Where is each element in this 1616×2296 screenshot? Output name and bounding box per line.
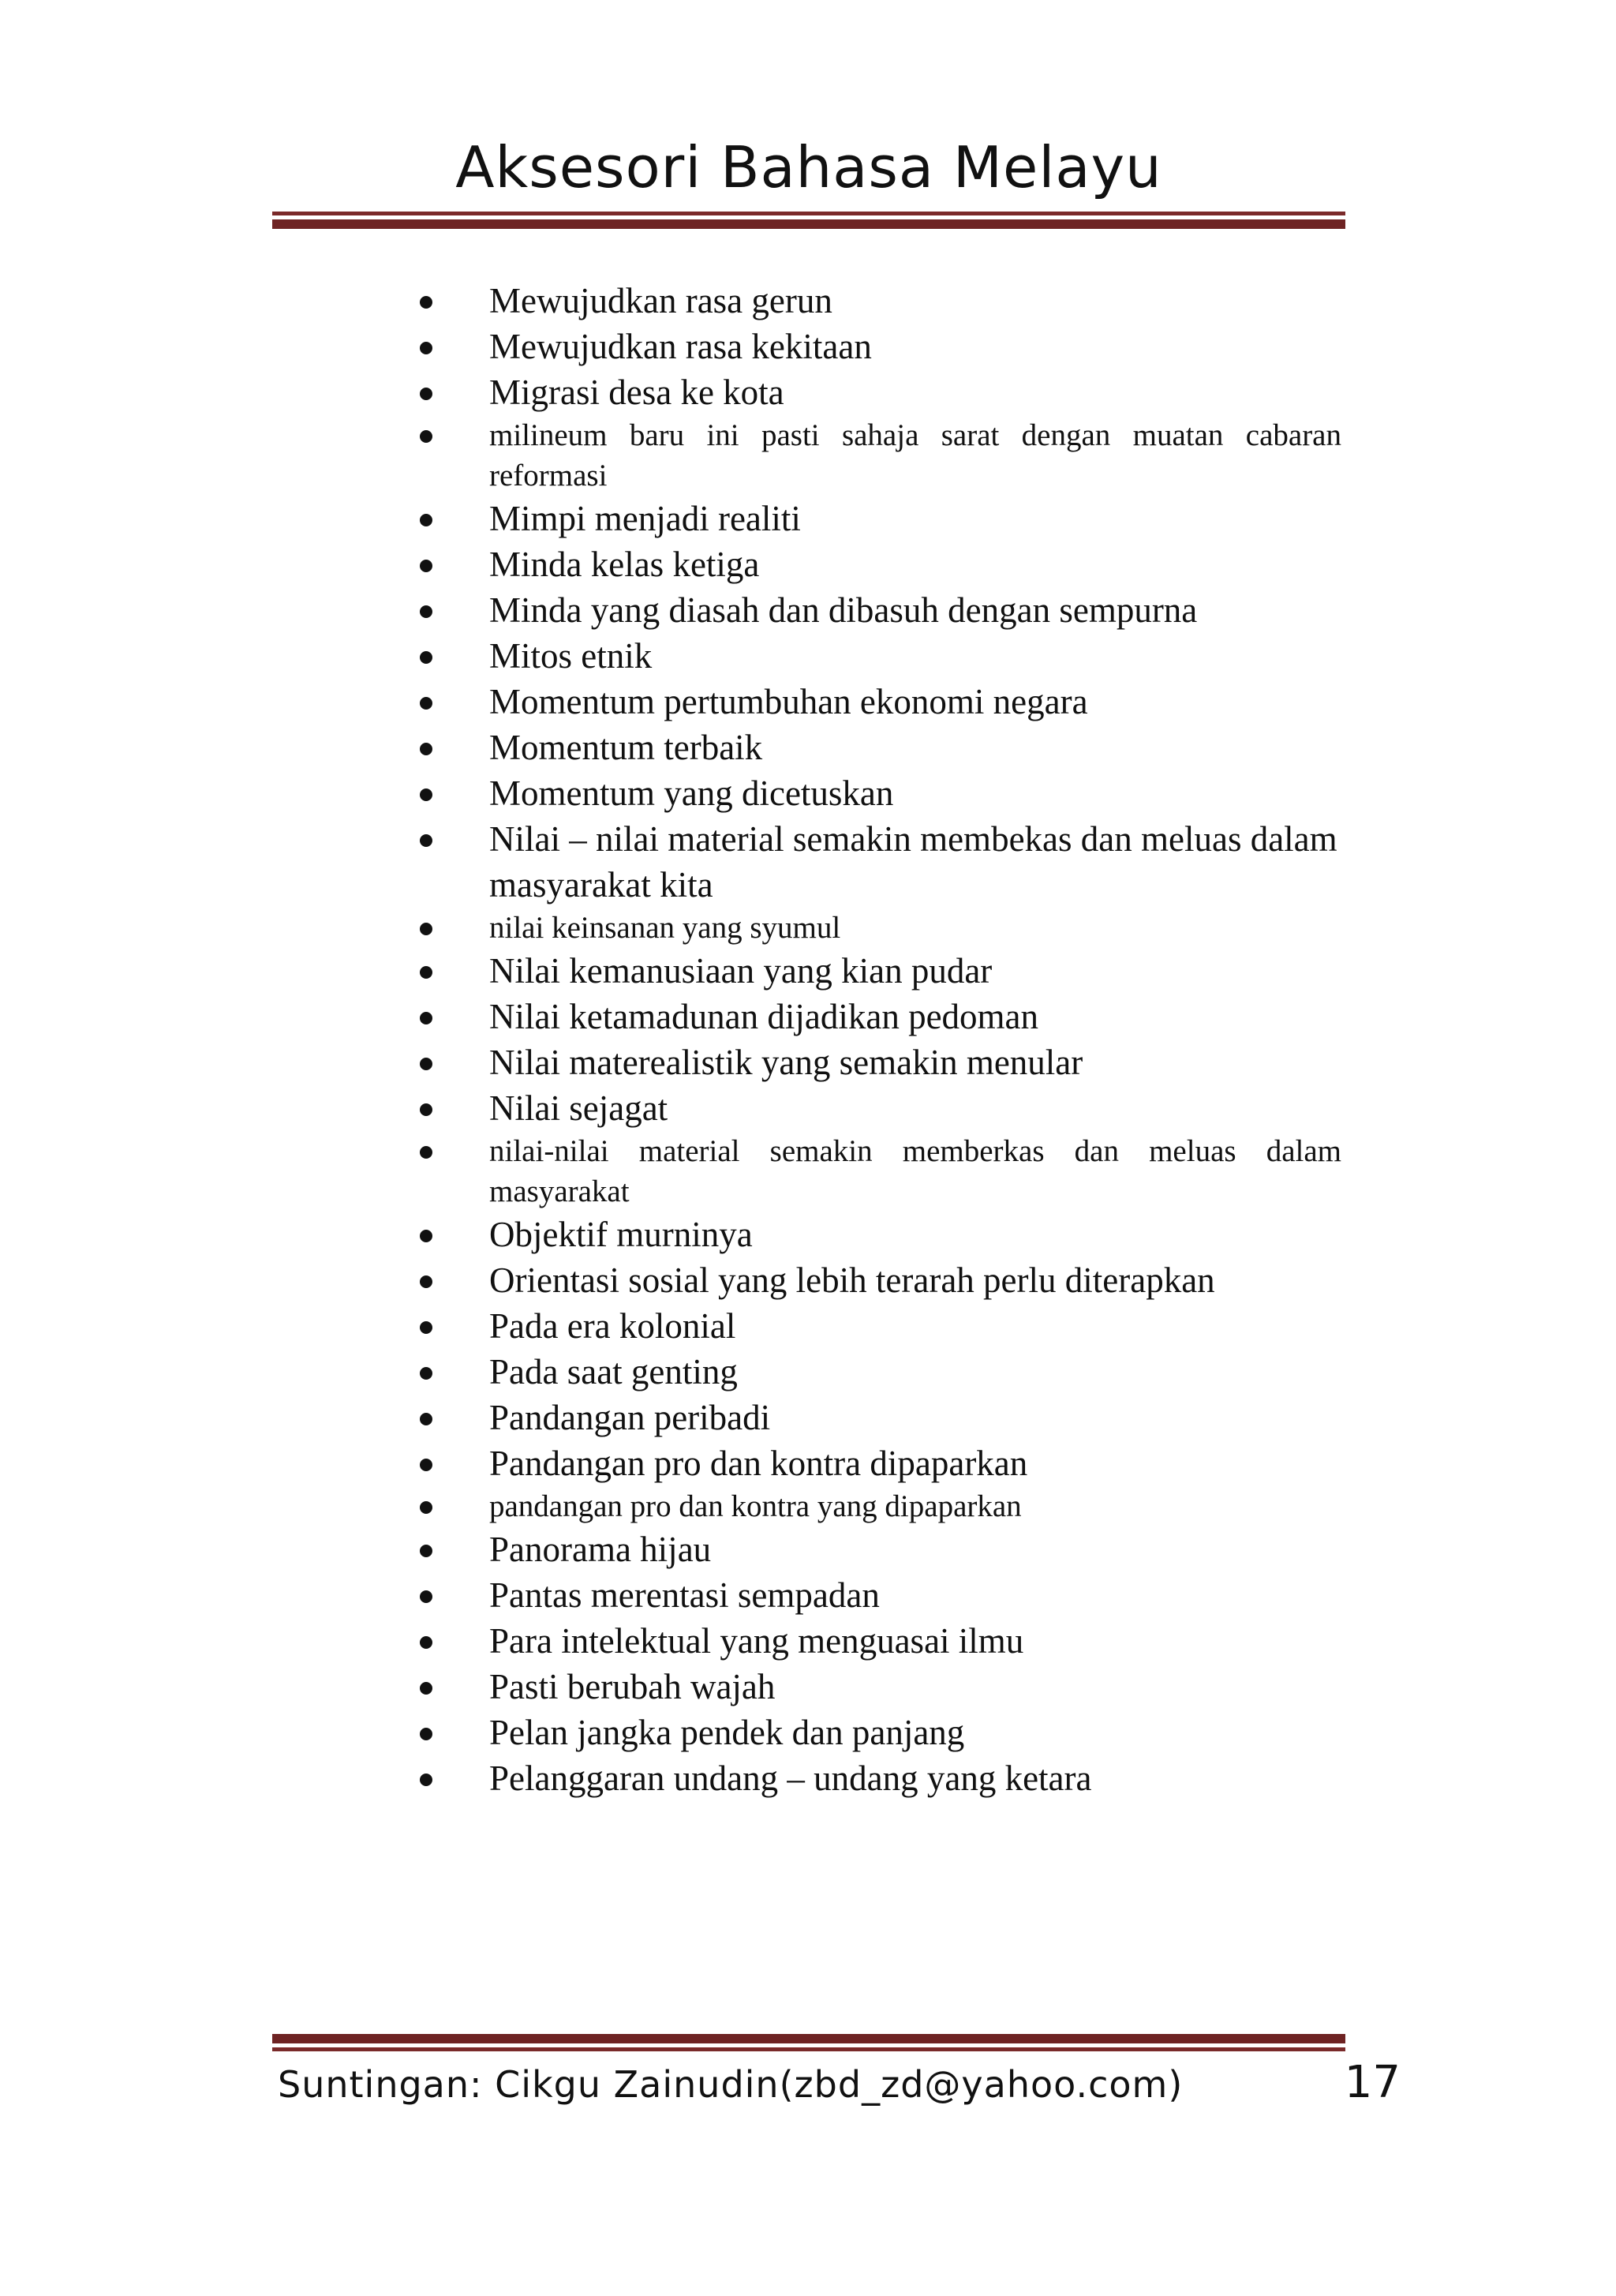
list-item: [410, 1303, 1341, 1349]
bullet-icon: [420, 388, 432, 400]
bullet-icon: [420, 1682, 432, 1695]
list-item-text: Mitos etnik: [489, 636, 653, 676]
bullet-icon: [420, 1545, 432, 1557]
list-item-text: Para intelektual yang menguasai ilmu: [489, 1621, 1024, 1661]
list-item-text: Nilai ketamadunan dijadikan pedoman: [489, 997, 1039, 1036]
list-item: [410, 1710, 1341, 1755]
list-item: [410, 770, 1341, 816]
list-item: [410, 1131, 1341, 1212]
bullet-icon: [420, 1636, 432, 1649]
bullet-icon: [420, 966, 432, 979]
list-item-text: pandangan pro dan kontra yang dipaparkan: [489, 1489, 1022, 1523]
footer-credit: Suntingan: Cikgu Zainudin(zbd_zd@yahoo.com): [278, 2063, 1184, 2106]
list-item-text: Pada era kolonial: [489, 1306, 736, 1346]
list-item: [410, 1039, 1341, 1085]
list-item-text: Mewujudkan rasa kekitaan: [489, 327, 872, 366]
list-item-text: Panorama hijau: [489, 1530, 712, 1569]
list-item: [410, 278, 1341, 324]
list-item-text: Migrasi desa ke kota: [489, 373, 784, 412]
list-item-text: nilai keinsanan yang syumul: [489, 911, 841, 945]
bullet-icon: [420, 430, 432, 443]
bullet-icon: [420, 923, 432, 935]
list-item-text: Mewujudkan rasa gerun: [489, 281, 832, 320]
list-item: [410, 725, 1341, 770]
bullet-icon: [420, 1012, 432, 1024]
bullet-icon: [420, 1058, 432, 1070]
bullet-icon: [420, 1590, 432, 1603]
list-item: [410, 1212, 1341, 1257]
list-item: [410, 1257, 1341, 1303]
bullet-icon: [420, 605, 432, 618]
list-item-text: Mimpi menjadi realiti: [489, 499, 801, 538]
bullet-icon: [420, 1103, 432, 1116]
phrase-list: [410, 278, 1341, 1801]
list-item: [410, 541, 1341, 587]
bullet-icon: [420, 296, 432, 309]
list-item: [410, 679, 1341, 725]
list-item: [410, 994, 1341, 1039]
list-item: [410, 324, 1341, 369]
bullet-icon: [420, 1230, 432, 1242]
list-item: [410, 1440, 1341, 1486]
list-item-text: milineum baru ini pasti sahaja sarat dengan muatan cabaran reformasi: [489, 418, 1341, 493]
bullet-icon: [420, 743, 432, 755]
bullet-icon: [420, 788, 432, 801]
list-item: [410, 1349, 1341, 1395]
list-item-text: Nilai sejagat: [489, 1088, 668, 1128]
bullet-icon: [420, 1459, 432, 1471]
list-item-text: Orientasi sosial yang lebih terarah perlu diterapkan: [489, 1260, 1215, 1300]
list-item-text: Minda kelas ketiga: [489, 545, 760, 584]
list-item-text: Nilai kemanusiaan yang kian pudar: [489, 951, 993, 991]
list-item: [410, 1526, 1341, 1572]
list-item: [410, 1664, 1341, 1710]
bullet-icon: [420, 697, 432, 710]
list-item-text: Momentum pertumbuhan ekonomi negara: [489, 682, 1088, 721]
list-item: [410, 816, 1341, 908]
page-title: Aksesori Bahasa Melayu: [455, 134, 1162, 200]
bullet-icon: [420, 1275, 432, 1288]
list-item: [410, 948, 1341, 994]
list-item: [410, 1755, 1341, 1801]
list-item-text: Pantas merentasi sempadan: [489, 1575, 880, 1615]
bullet-icon: [420, 1367, 432, 1380]
list-item: [410, 587, 1341, 633]
list-item-text: Pandangan peribadi: [489, 1398, 771, 1437]
bullet-icon: [420, 1146, 432, 1159]
bullet-icon: [420, 1321, 432, 1334]
list-item-text: Pasti berubah wajah: [489, 1667, 776, 1706]
footer-rule: [272, 2034, 1345, 2051]
bullet-icon: [420, 1413, 432, 1425]
bullet-icon: [420, 1728, 432, 1740]
page-number: 17: [1344, 2057, 1401, 2108]
list-item: [410, 1572, 1341, 1618]
list-item-text: Pelanggaran undang – undang yang ketara: [489, 1759, 1092, 1798]
list-item-text: Pada saat genting: [489, 1352, 738, 1391]
bullet-icon: [420, 560, 432, 572]
bullet-icon: [420, 514, 432, 526]
bullet-icon: [420, 1501, 432, 1514]
list-item-text: Momentum yang dicetuskan: [489, 773, 894, 813]
list-item: [410, 415, 1341, 496]
list-item-text: Momentum terbaik: [489, 728, 763, 767]
list-item-text: Minda yang diasah dan dibasuh dengan sempurna: [489, 590, 1198, 630]
bullet-icon: [420, 651, 432, 664]
bullet-icon: [420, 342, 432, 354]
list-item: [410, 1486, 1341, 1526]
list-item-text: Nilai materealistik yang semakin menular: [489, 1043, 1083, 1082]
bullet-icon: [420, 834, 432, 847]
list-item: [410, 633, 1341, 679]
list-item-text: nilai-nilai material semakin memberkas dan meluas dalam masyarakat: [489, 1134, 1341, 1208]
list-item: [410, 908, 1341, 948]
list-item-text: Pandangan pro dan kontra dipaparkan: [489, 1444, 1028, 1483]
list-item-text: Pelan jangka pendek dan panjang: [489, 1713, 965, 1752]
list-item-text: Objektif murninya: [489, 1215, 753, 1254]
bullet-icon: [420, 1774, 432, 1786]
list-item: [410, 496, 1341, 541]
list-item: [410, 1618, 1341, 1664]
list-item: [410, 369, 1341, 415]
list-item: [410, 1085, 1341, 1131]
header-rule: [272, 212, 1345, 229]
list-item: [410, 1395, 1341, 1440]
list-item-text: Nilai – nilai material semakin membekas dan meluas dalam masyarakat kita: [489, 819, 1337, 905]
